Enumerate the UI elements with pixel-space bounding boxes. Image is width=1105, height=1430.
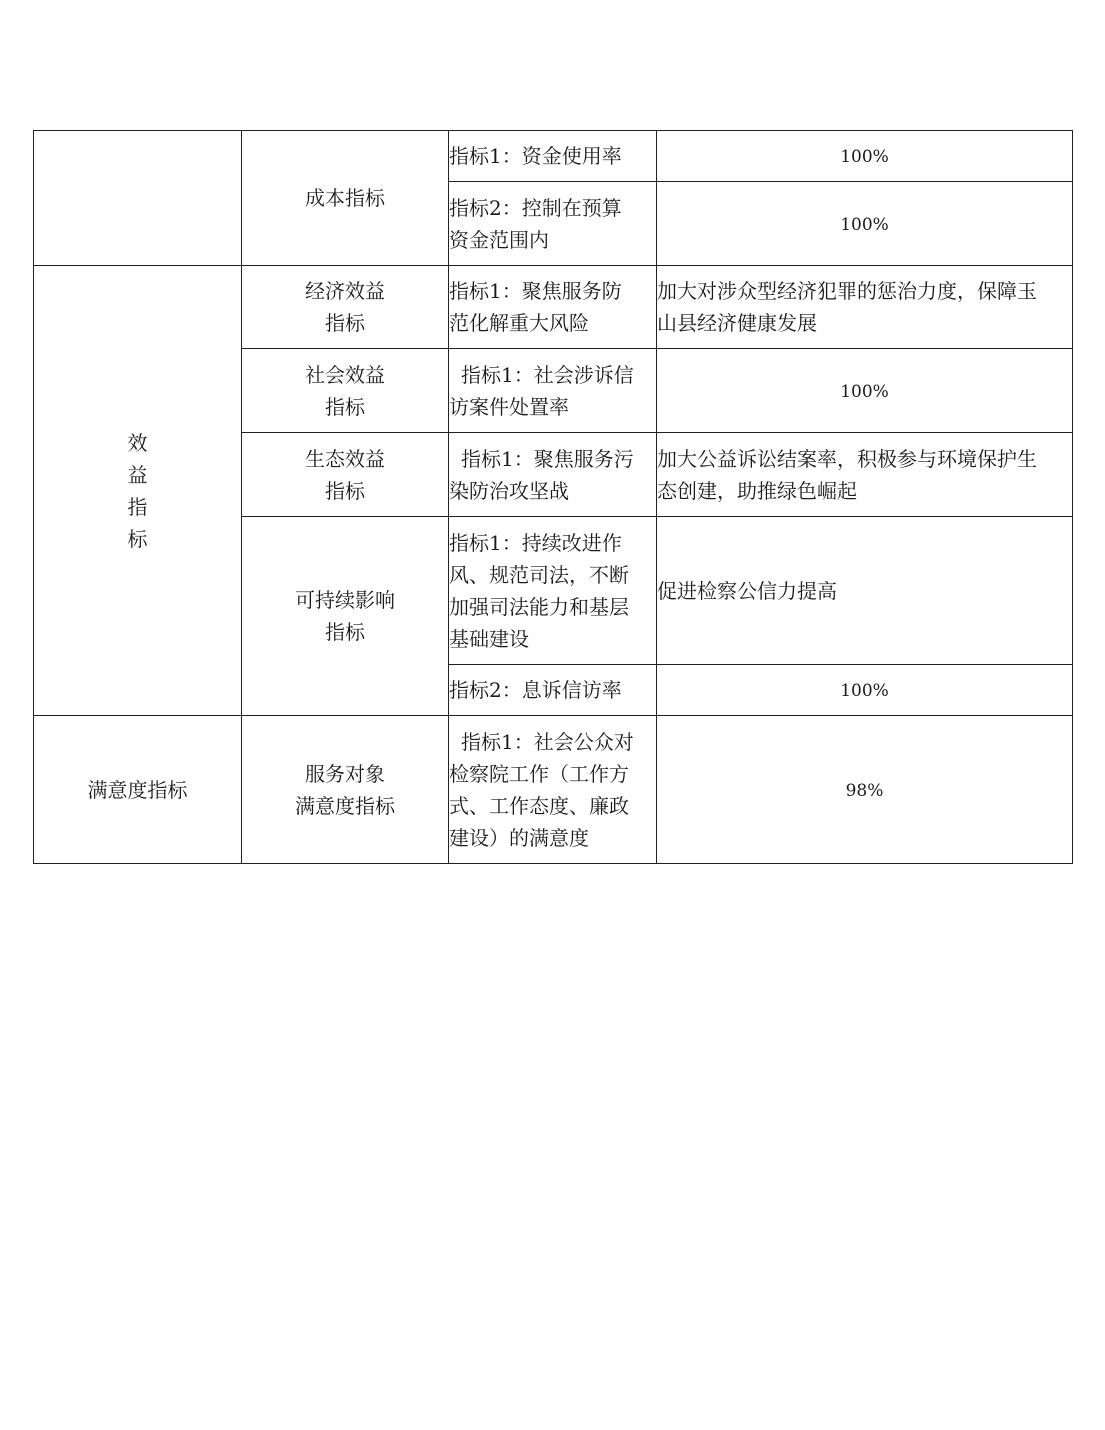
indicator-line: 指标1：社会公众对 [461, 729, 634, 754]
performance-indicator-table [33, 130, 1073, 864]
category-line: 生态效益 [305, 446, 385, 471]
category-social [242, 349, 449, 433]
group-char: 效 [127, 430, 148, 455]
value-line: 加大对涉众型经济犯罪的惩治力度，保障玉 [657, 279, 1037, 303]
indicator-cell [449, 517, 657, 665]
category-ecological [242, 433, 449, 517]
indicator-cell [449, 266, 657, 349]
group-satisfaction-label: 满意度指标 [87, 777, 188, 802]
group-char: 指 [127, 494, 148, 519]
indicator-line: 式、工作态度、廉政 [449, 793, 629, 818]
category-satisfaction [242, 716, 449, 864]
group-benefit-label [126, 427, 150, 555]
category-line: 指标 [325, 478, 365, 503]
indicator-line: 基础建设 [449, 626, 529, 651]
table-row [34, 716, 1073, 864]
indicator-line: 风、规范司法，不断 [449, 562, 629, 587]
category-sustainable [242, 517, 449, 716]
indicator-cell [449, 665, 657, 716]
value-line: 态创建，助推绿色崛起 [657, 478, 857, 503]
value-label: 100% [840, 147, 889, 167]
category-line: 社会效益 [305, 362, 385, 387]
value-cell [657, 716, 1073, 864]
indicator-line: 指标1：持续改进作 [449, 530, 622, 555]
value-cell [657, 433, 1073, 517]
value-cell [657, 182, 1073, 266]
category-line: 指标 [325, 311, 365, 335]
value-cell [657, 266, 1073, 349]
indicator-line: 检察院工作（工作方 [449, 761, 629, 786]
category-line: 可持续影响 [295, 588, 395, 612]
value-cell [657, 349, 1073, 433]
group-cell-empty [34, 131, 242, 266]
indicator-line: 建设）的满意度 [449, 825, 589, 850]
value-label: 促进检察公信力提高 [657, 578, 837, 603]
value-cell [657, 131, 1073, 182]
indicator-cell [449, 433, 657, 517]
indicator-label: 指标1：资金使用率 [449, 144, 622, 168]
indicator-line: 范化解重大风险 [449, 311, 589, 335]
indicator-line: 指标1：聚焦服务污 [461, 446, 634, 471]
category-line: 经济效益 [305, 279, 385, 303]
group-char: 益 [127, 462, 148, 487]
group-benefit [34, 266, 242, 716]
value-label: 100% [840, 381, 889, 402]
indicator-line: 染防治攻坚战 [449, 478, 569, 503]
group-satisfaction [34, 716, 242, 864]
category-line: 满意度指标 [295, 793, 395, 818]
indicator-cell [449, 349, 657, 433]
value-line: 加大公益诉讼结案率，积极参与环境保护生 [657, 446, 1037, 471]
value-label: 100% [840, 214, 889, 235]
value-cell [657, 517, 1073, 665]
indicator-line: 指标2：控制在预算 [449, 195, 622, 220]
indicator-line: 加强司法能力和基层 [449, 594, 629, 619]
table-row [34, 266, 1073, 349]
category-line: 指标 [325, 394, 365, 419]
indicator-line: 访案件处置率 [449, 394, 569, 419]
indicator-line: 指标1：聚焦服务防 [449, 279, 622, 303]
table-row [34, 131, 1073, 182]
indicator-label: 指标2：息诉信访率 [449, 678, 622, 702]
value-label: 98% [845, 780, 884, 801]
category-economic [242, 266, 449, 349]
value-line: 山县经济健康发展 [657, 311, 817, 335]
indicator-line: 指标1：社会涉诉信 [461, 362, 634, 387]
indicator-cell [449, 131, 657, 182]
category-line: 指标 [325, 620, 365, 644]
category-cost [242, 131, 449, 266]
indicator-line: 资金范围内 [449, 227, 549, 252]
category-cost-label: 成本指标 [305, 186, 385, 210]
indicator-cell [449, 716, 657, 864]
group-char: 标 [127, 526, 148, 551]
value-cell [657, 665, 1073, 716]
category-line: 服务对象 [305, 761, 385, 786]
value-label: 100% [840, 681, 889, 701]
indicator-cell [449, 182, 657, 266]
